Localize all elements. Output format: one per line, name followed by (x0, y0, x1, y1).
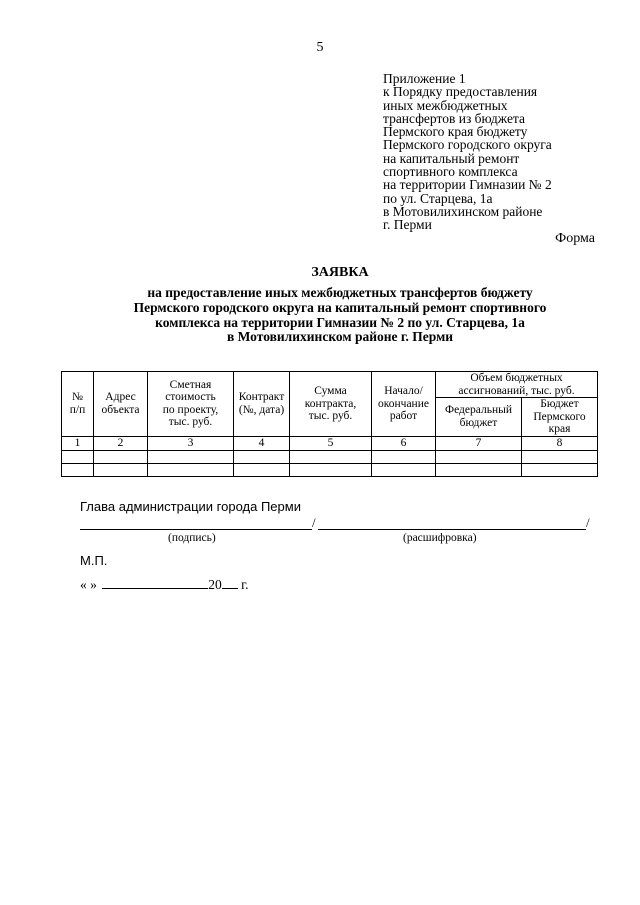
appendix-line: трансфертов из бюджета (383, 110, 525, 126)
header-line: тыс. руб. (168, 416, 213, 429)
appendix-line: г. Перми (383, 217, 432, 233)
header-line: объекта (101, 403, 140, 416)
column-number: 2 (94, 436, 148, 450)
header-work-period (372, 372, 436, 437)
page-number: 5 (316, 40, 324, 55)
header-line: № (72, 391, 83, 404)
date-row (80, 576, 249, 593)
header-line: Объем бюджетных (470, 372, 563, 384)
table-cell[interactable] (94, 450, 148, 463)
header-line: края (548, 423, 571, 435)
header-address (94, 372, 148, 437)
year-line[interactable] (222, 576, 238, 589)
column-number: 5 (290, 436, 372, 450)
transcript-slash: / (586, 515, 590, 530)
table-row (62, 463, 598, 476)
appendix-line: иных межбюджетных (383, 97, 508, 113)
table-cell[interactable] (522, 450, 598, 463)
column-number: 3 (148, 436, 234, 450)
signature-caption: (подпись) (168, 532, 216, 544)
table-cell[interactable] (372, 450, 436, 463)
appendix-line: на территории Гимназии № 2 (383, 177, 552, 193)
table-cell[interactable] (62, 463, 94, 476)
table-cell[interactable] (234, 463, 290, 476)
table-cell[interactable] (62, 450, 94, 463)
table-cell[interactable] (94, 463, 148, 476)
header-line: Сметная (169, 378, 212, 391)
header-line: (№, дата) (238, 403, 285, 416)
header-line: Пермского (533, 410, 586, 423)
table-cell[interactable] (522, 463, 598, 476)
header-line: Бюджет (540, 398, 579, 410)
header-line: контракта, (304, 397, 357, 410)
year-suffix: г. (241, 577, 249, 592)
appendix-line: в Мотовилихинском районе (383, 203, 543, 219)
header-line: Адрес (105, 391, 136, 404)
header-number (62, 372, 94, 437)
table-cell[interactable] (436, 463, 522, 476)
header-federal-budget (436, 398, 522, 437)
header-line: бюджет (459, 416, 498, 429)
column-number: 6 (372, 436, 436, 450)
appendix-line: Пермского края бюджету (383, 124, 528, 140)
header-line: Начало/ (384, 385, 423, 397)
date-quotes: « » (80, 577, 97, 592)
subtitle-line: комплекса на территории Гимназии № 2 по ул. Старцева, 1а (155, 314, 525, 330)
appendix-note (383, 72, 598, 232)
header-regional-budget (522, 398, 598, 437)
header-line: Контракт (238, 391, 285, 404)
header-line: стоимость (165, 391, 216, 404)
table-cell[interactable] (290, 463, 372, 476)
transcript-line[interactable] (318, 529, 586, 530)
application-table (61, 371, 598, 477)
header-line: п/п (69, 403, 86, 416)
subtitle-line: в Мотовилихинском районе г. Перми (226, 329, 454, 345)
appendix-line: спортивного комплекса (383, 164, 518, 180)
transcript-caption: (расшифровка) (403, 532, 477, 544)
document-title: ЗАЯВКА (311, 265, 369, 280)
header-budget-group (436, 372, 598, 398)
appendix-line: Приложение 1 (383, 71, 466, 86)
header-line: Сумма (314, 385, 347, 397)
header-line: Федеральный (445, 404, 512, 417)
head-of-administration-label: Глава администрации города Перми (80, 499, 301, 514)
header-line: работ (389, 410, 418, 422)
header-line: ассигнований, тыс. руб. (458, 384, 575, 397)
column-number: 8 (522, 436, 598, 450)
header-estimated-cost (148, 372, 234, 437)
table-cell[interactable] (290, 450, 372, 463)
appendix-line: Пермского городского округа (383, 137, 552, 153)
appendix-line: на капитальный ремонт (383, 150, 520, 166)
header-contract (234, 372, 290, 437)
appendix-line: к Порядку предоставления (383, 84, 538, 100)
signature-line[interactable] (80, 529, 312, 530)
seal-label: М.П. (80, 553, 108, 568)
header-contract-sum (290, 372, 372, 437)
column-number: 7 (436, 436, 522, 450)
column-number: 1 (62, 436, 94, 450)
year-prefix: 20 (208, 577, 222, 592)
table-cell[interactable] (372, 463, 436, 476)
date-line[interactable] (102, 576, 208, 589)
table-cell[interactable] (436, 450, 522, 463)
form-label: Форма (555, 231, 595, 246)
subtitle-line: Пермского городского округа на капитальный ремонт спортивного (133, 299, 547, 315)
table-cell[interactable] (234, 450, 290, 463)
column-numbers-row (62, 436, 598, 450)
table-cell[interactable] (148, 463, 234, 476)
table-row (62, 450, 598, 463)
header-line: окончание (378, 397, 429, 410)
signature-slash: / (312, 515, 316, 530)
appendix-line: по ул. Старцева, 1а (383, 190, 493, 206)
header-line: по проекту, (162, 403, 219, 416)
column-number: 4 (234, 436, 290, 450)
header-line: тыс. руб. (308, 410, 353, 422)
table-cell[interactable] (148, 450, 234, 463)
subtitle-line: на предоставление иных межбюджетных трансфертов бюджету (147, 285, 533, 300)
document-subtitle (80, 286, 600, 345)
